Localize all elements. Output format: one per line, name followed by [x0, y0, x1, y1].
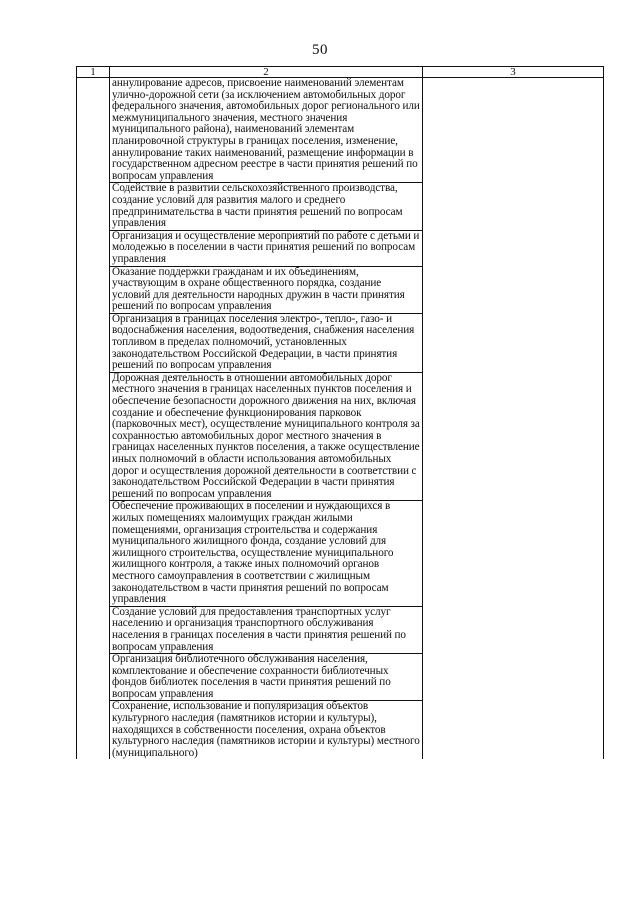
- table-row: [77, 313, 604, 372]
- page-number: 50: [312, 42, 328, 58]
- number-cell: [77, 701, 110, 759]
- power-description-cell: Сохранение, использование и популяризация объектов культурного наследия (памятников истории и культуры), находящихся в собственности поселения, охрана объектов культурного наследия (памятников истории и культуры) местного (муниципального): [110, 701, 423, 759]
- table-row: [77, 606, 604, 653]
- power-description-cell: Организация в границах поселения электро-, тепло-, газо- и водоснабжения населения, водоотведения, снабжения населения топливом в пределах полномочий, установленных законодательством Российской Федерации, в части принятия решений по вопросам управления: [110, 313, 423, 372]
- powers-table: [76, 66, 604, 759]
- number-cell: [77, 78, 110, 183]
- table-row: [77, 654, 604, 701]
- table-row: [77, 266, 604, 313]
- table-row: [77, 501, 604, 606]
- notes-cell: [423, 183, 604, 230]
- table-header-row: [77, 67, 604, 78]
- number-cell: [77, 183, 110, 230]
- number-cell: [77, 372, 110, 501]
- power-description-cell: Дорожная деятельность в отношении автомобильных дорог местного значения в границах населенных пунктов поселения и обеспечение безопасности дорожного движения на них, включая создание и обеспечение функционирования парковок (парковочных мест), осуществление муниципального контроля за сохранностью автомобильных дорог местного значения в границах населенных пунктов поселения, а также осуществление иных полномочий в области использования автомобильных дорог и осуществления дорожной деятельности в соответствии с законодательством Российской Федерации в части принятия решений по вопросам управления: [110, 372, 423, 501]
- table-row: [77, 78, 604, 183]
- notes-cell: [423, 266, 604, 313]
- notes-cell: [423, 701, 604, 759]
- column-header-3: 3: [423, 67, 604, 78]
- power-description-cell: Организация библиотечного обслуживания населения, комплектование и обеспечение сохранности библиотечных фондов библиотек поселения в части принятия решений по вопросам управления: [110, 654, 423, 701]
- power-description-cell: Организация и осуществление мероприятий по работе с детьми и молодежью в поселении в части принятия решений по вопросам управления: [110, 230, 423, 266]
- column-header-1: 1: [77, 67, 110, 78]
- power-description-cell: Обеспечение проживающих в поселении и нуждающихся в жилых помещениях малоимущих граждан жилыми помещениями, организация строительства и содержания муниципального жилищного фонда, создание условий для жилищного строительства, осуществление муниципального жилищного контроля, а также иных полномочий органов местного самоуправления в соответствии с жилищным законодательством в части принятия решений по вопросам управления: [110, 501, 423, 606]
- notes-cell: [423, 501, 604, 606]
- power-description-cell: Содействие в развитии сельскохозяйственного производства, создание условий для развития малого и среднего предпринимательства в части принятия решений по вопросам управления: [110, 183, 423, 230]
- table-row: [77, 701, 604, 759]
- number-cell: [77, 606, 110, 653]
- notes-cell: [423, 230, 604, 266]
- notes-cell: [423, 372, 604, 501]
- power-description-cell: Оказание поддержки гражданам и их объединениям, участвующим в охране общественного порядка, создание условий для деятельности народных дружин в части принятия решений по вопросам управления: [110, 266, 423, 313]
- notes-cell: [423, 313, 604, 372]
- table-row: [77, 183, 604, 230]
- notes-cell: [423, 78, 604, 183]
- power-description-cell: аннулирование адресов, присвоение наименований элементам улично-дорожной сети (за исключением автомобильных дорог федерального значения, автомобильных дорог регионального или межмуниципального значения, местного значения муниципального района), наименований элементам планировочной структуры в границах поселения, изменение, аннулирование таких наименований, размещение информации в государственном адресном реестре в части принятия решений по вопросам управления: [110, 78, 423, 183]
- notes-cell: [423, 654, 604, 701]
- column-header-2: 2: [110, 67, 423, 78]
- number-cell: [77, 266, 110, 313]
- notes-cell: [423, 606, 604, 653]
- power-description-cell: Создание условий для предоставления транспортных услуг населению и организация транспортного обслуживания населения в границах поселения в части принятия решений по вопросам управления: [110, 606, 423, 653]
- number-cell: [77, 501, 110, 606]
- number-cell: [77, 230, 110, 266]
- number-cell: [77, 654, 110, 701]
- number-cell: [77, 313, 110, 372]
- table-row: [77, 372, 604, 501]
- table-row: [77, 230, 604, 266]
